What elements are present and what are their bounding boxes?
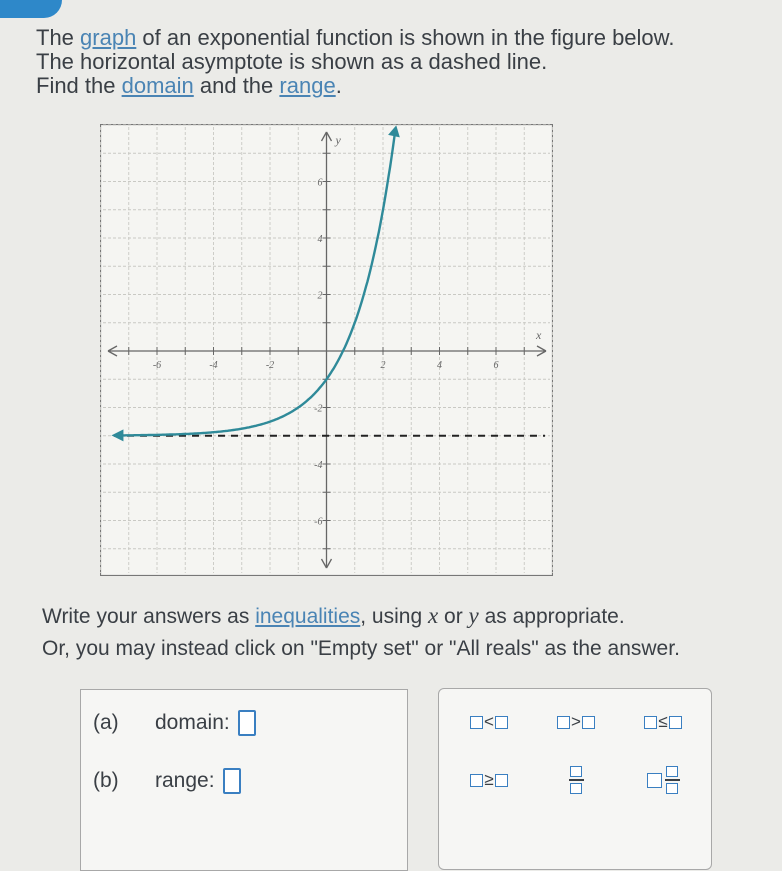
x-tick-label: 6	[493, 360, 499, 371]
mixed-number-button[interactable]	[627, 762, 699, 798]
instructions	[42, 600, 680, 665]
var-y: y	[468, 603, 479, 628]
prompt-line-3: Find the domain and the range.	[36, 73, 342, 98]
answer-panel	[80, 689, 408, 871]
placeholder-square-icon	[495, 716, 508, 729]
prompt-line-2: The horizontal asymptote is shown as a dashed line.	[36, 49, 548, 74]
prompt-line-1: The graph of an exponential function is shown in the figure below.	[36, 25, 675, 50]
x-tick-label: -4	[209, 360, 218, 371]
x-tick-label: -2	[265, 360, 275, 371]
x-tick-label: -6	[152, 360, 162, 371]
y-axis-label: y	[335, 133, 341, 147]
domain-input[interactable]	[238, 710, 256, 736]
less-than-or-equal-button[interactable]: ≤	[627, 708, 699, 736]
placeholder-square-icon	[495, 774, 508, 787]
y-tick-label: -6	[314, 516, 323, 528]
less-than-button[interactable]: <	[453, 708, 525, 736]
fraction-icon	[665, 766, 680, 794]
graph-link[interactable]: graph	[80, 25, 137, 50]
x-tick-label: 2	[380, 360, 386, 371]
fraction-button[interactable]	[540, 762, 612, 798]
corner-badge	[0, 0, 62, 18]
placeholder-square-icon	[470, 774, 483, 787]
x-axis-label: x	[536, 328, 542, 342]
part-b-label: (b)	[93, 769, 119, 792]
placeholder-square-icon	[647, 773, 662, 788]
range-link[interactable]: range	[279, 73, 336, 98]
y-tick-label: 2	[317, 290, 323, 302]
placeholder-square-icon	[470, 716, 483, 729]
question-prompt	[36, 26, 674, 98]
range-row	[93, 768, 241, 794]
y-tick-label: -4	[314, 460, 323, 471]
placeholder-square-icon	[582, 716, 595, 729]
instructions-line-2: Or, you may instead click on "Empty set" or "All reals" as the answer.	[42, 637, 680, 660]
function-graph	[100, 124, 553, 576]
y-tick-label: -2	[314, 403, 323, 415]
y-tick-label: 6	[317, 177, 323, 189]
instructions-line-1: Write your answers as inequalities, using x or y as appropriate.	[42, 603, 625, 628]
var-x: x	[427, 603, 439, 628]
placeholder-square-icon	[644, 716, 657, 729]
part-a-label: (a)	[93, 711, 119, 734]
placeholder-square-icon	[669, 716, 682, 729]
placeholder-square-icon	[557, 716, 570, 729]
range-input[interactable]	[223, 768, 241, 794]
range-label: range:	[155, 769, 215, 792]
greater-than-or-equal-button[interactable]: ≥	[453, 766, 525, 794]
x-tick-label: 4	[437, 360, 442, 371]
greater-than-button[interactable]: >	[540, 708, 612, 736]
y-tick-label: 4	[317, 234, 323, 245]
domain-link[interactable]: domain	[121, 73, 194, 98]
domain-row	[93, 710, 256, 736]
fraction-icon	[569, 766, 584, 794]
math-palette	[438, 688, 712, 870]
domain-label: domain:	[155, 711, 230, 734]
inequalities-link[interactable]: inequalities	[255, 605, 361, 628]
